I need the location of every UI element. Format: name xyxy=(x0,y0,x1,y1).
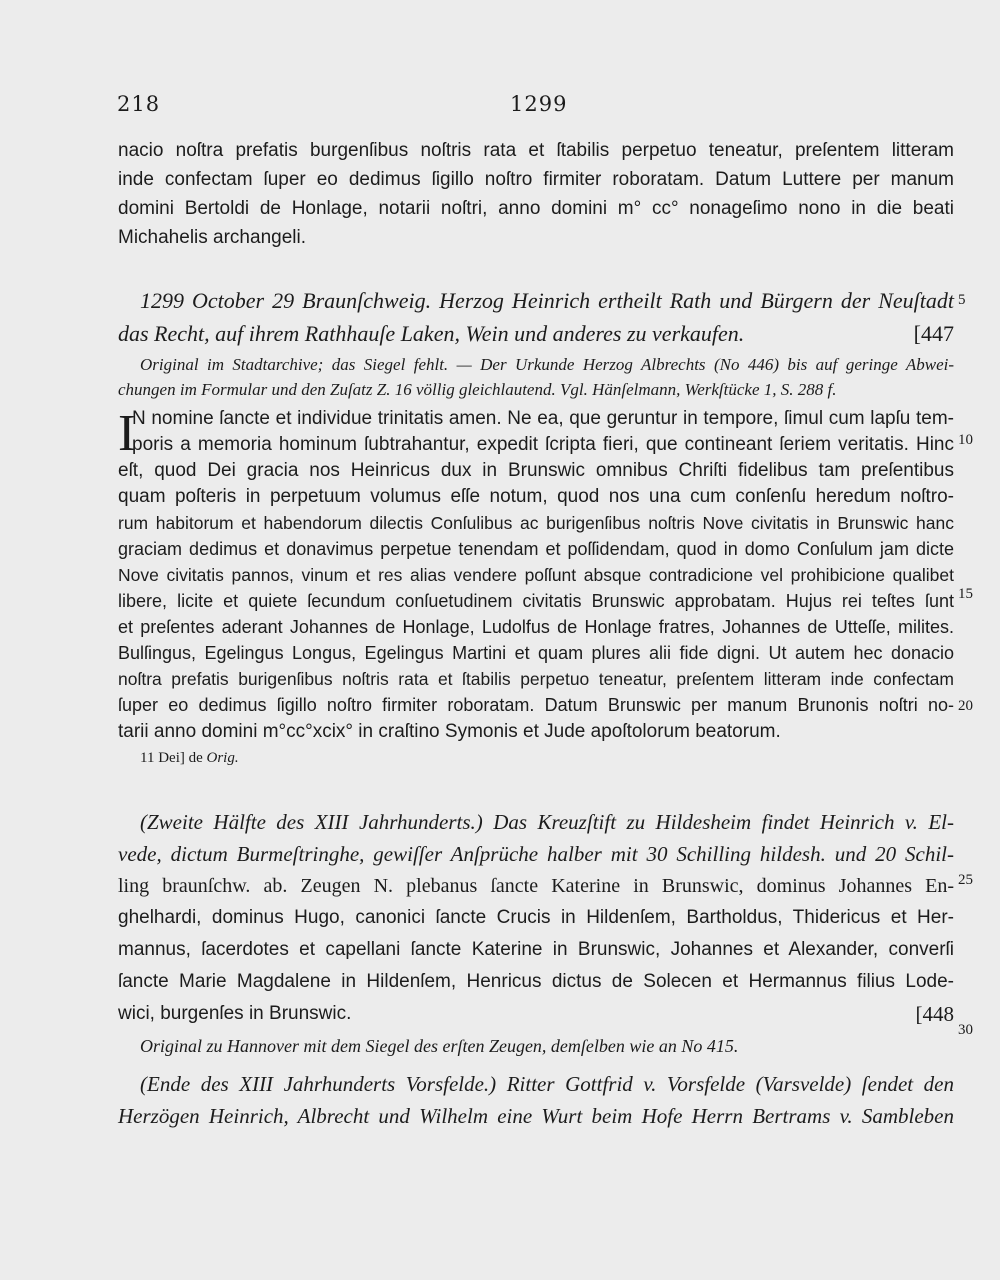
note-line: Original im Stadtarchive; das Siegel fehlt. — Der Urkunde Herzog Albrechts (No 446) bis auf geringe Abwei- xyxy=(140,355,954,374)
text-line: graciam dedimus et donavimus perpetue tenendam et poſſidendam, quod in domo Conſulum jam dicte xyxy=(118,539,954,559)
text-line-content: wici, burgenſes in Brunswic. xyxy=(118,1003,352,1024)
margin-line-number: 10 xyxy=(958,432,973,448)
text-line: vede, dictum Burmeſtringhe, gewiſſer Anſprüche halber mit 30 Schilling hildesh. und 20 Schil- xyxy=(118,842,954,866)
footnote-source: Orig. xyxy=(206,750,239,766)
text-line: domini Bertoldi de Honlage, notarii noſtri, anno domini m° cc° nonageſimo nono in die beati xyxy=(118,198,954,219)
footnote-lemma: Dei] de xyxy=(158,750,203,766)
document-447-note xyxy=(118,352,954,402)
text-line: inde confectam ſuper eo dedimus ſigillo noſtro firmiter roboratam. Datum Luttere per manum xyxy=(118,169,954,190)
continuation-text xyxy=(118,136,954,252)
text-line: ling braunſchw. ab. Zeugen N. plebanus ſancte Katerine in Brunswic, dominus Johannes En- xyxy=(118,875,954,897)
text-line: ſuper eo dedimus ſigillo noſtro firmiter roboratam. Datum Brunswic per manum Brunonis noſtri no- xyxy=(118,695,954,715)
document-449-heading xyxy=(118,1068,954,1132)
text-line: et preſentes aderant Johannes de Honlage, Ludolfus de Honlage fratres, Johannes de Utteſſe, milites. xyxy=(118,617,954,637)
heading-line xyxy=(118,317,954,350)
document-number: [448 xyxy=(915,1002,954,1026)
document-number: [447 xyxy=(913,321,954,346)
margin-line-number: 25 xyxy=(958,872,973,888)
footnote-line-number: 11 xyxy=(140,750,155,766)
margin-line-number: 5 xyxy=(958,292,966,308)
document-447-text xyxy=(118,406,954,770)
document-448 xyxy=(118,806,954,1060)
text-line xyxy=(118,998,954,1030)
text-line: poris a memoria hominum ſubtrahantur, expedit ſcripta fieri, que contineant ſeriem veritatis. Hinc xyxy=(132,434,954,455)
text-line: mannus, ſacerdotes et capellani ſancte Katerine in Brunswic, Johannes et Alexander, converſi xyxy=(118,939,954,960)
text-line: Michahelis archangeli. xyxy=(118,227,306,248)
text-line: nacio noſtra prefatis burgenſibus noſtris rata et ſtabilis perpetuo teneatur, preſentem litteram xyxy=(118,140,954,161)
drop-cap: I xyxy=(118,405,136,462)
text-line: ghelhardi, dominus Hugo, canonici ſancte Crucis in Hildenſem, Bartholdus, Thidericus et Her- xyxy=(118,907,954,928)
text-line: N nomine ſancte et individue trinitatis amen. Ne ea, que geruntur in tempore, ſimul cum lapſu tem- xyxy=(132,408,954,429)
text-line: quam poſteris in perpetuum volumus eſſe notum, quod nos una cum conſenſu heredum noſtro- xyxy=(118,486,954,507)
margin-line-number: 30 xyxy=(958,1022,973,1038)
page-number: 218 xyxy=(117,92,161,116)
footnote xyxy=(118,746,954,770)
heading-line: (Ende des XIII Jahrhunderts Vorsfelde.) Ritter Gottfrid v. Vorsfelde (Varsvelde) ſendet den xyxy=(140,1072,954,1096)
note-line: Original zu Hannover mit dem Siegel des erſten Zeugen, demſelben wie an No 415. xyxy=(140,1036,739,1056)
text-line: tarii anno domini m°cc°xcix° in craſtino Symonis et Jude apoſtolorum beatorum. xyxy=(118,721,781,742)
text-line: rum habitorum et habendorum dilectis Conſulibus ac burigenſibus noſtris Nove civitatis in Brunswic hanc xyxy=(118,513,954,533)
margin-line-number: 20 xyxy=(958,698,973,714)
text-line: libere, licite et quiete ſecundum conſuetudinem civitatis Brunswic approbatam. Hujus rei teſtes ſunt xyxy=(118,591,954,611)
heading-line-text: das Recht, auf ihrem Rathhauſe Laken, Wein und anderes zu verkaufen. xyxy=(118,321,745,346)
text-line: Nove civitatis pannos, vinum et res alias vendere poſſunt absque contradicione vel prohibicione qualibet xyxy=(118,565,954,585)
text-line: Bulſingus, Egelingus Longus, Egelingus Martini et quam plures alii fide digni. Ut autem hec donacio xyxy=(118,643,954,663)
text-line: ſancte Marie Magdalene in Hildenſem, Henricus dictus de Solecen et Hermannus filius Lode- xyxy=(118,971,954,992)
heading-line: (Zweite Hälfte des XIII Jahrhunderts.) Das Kreuzſtift zu Hildesheim findet Heinrich v. El- xyxy=(140,810,954,834)
running-head-year: 1299 xyxy=(510,92,568,116)
margin-line-number: 15 xyxy=(958,586,973,602)
text-line: noſtra prefatis burigenſibus noſtris rata et ſtabilis perpetuo teneatur, preſentem litteram inde confectam xyxy=(118,669,954,689)
note-line: chungen im Formular und den Zuſatz Z. 16 völlig gleichlautend. Vgl. Hänſelmann, Werkſtücke 1, S. 288 f. xyxy=(118,380,837,399)
text-line: eſt, quod Dei gracia nos Heinricus dux in Brunswic omnibus Chriſti fidelibus tam preſentibus xyxy=(118,460,954,481)
heading-line: Herzögen Heinrich, Albrecht und Wilhelm eine Wurt beim Hofe Herrn Bertrams v. Sambleben xyxy=(118,1104,954,1128)
document-447-heading xyxy=(118,284,954,350)
heading-line: 1299 October 29 Braunſchweig. Herzog Heinrich ertheilt Rath und Bürgern der Neuſtadt xyxy=(140,288,954,313)
